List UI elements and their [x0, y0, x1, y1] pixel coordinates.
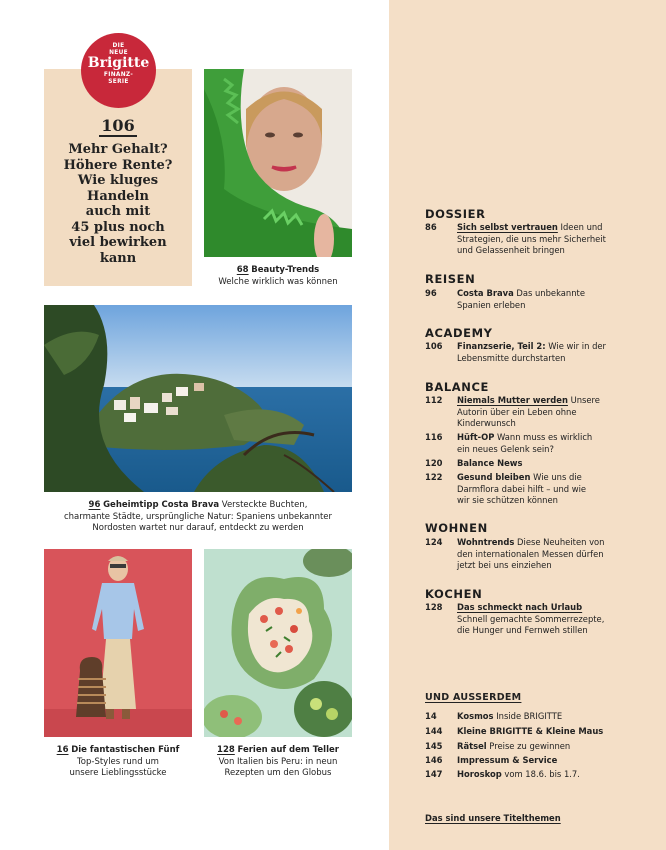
section-title-balance: BALANCE	[425, 380, 490, 394]
costa-brava-title: Geheimtipp Costa Brava	[103, 500, 220, 510]
badge-line-3: FINANZ-	[103, 70, 134, 78]
costa-brava-caption	[40, 500, 356, 535]
food-page-link[interactable]: 128	[217, 745, 235, 755]
finance-series-badge	[81, 33, 156, 108]
teaser-headline: Mehr Gehalt? Höhere Rente? Wie kluges Handeln auch mit 45 plus noch viel bewirken kann	[63, 142, 173, 266]
section-title-reisen: REISEN	[425, 272, 476, 286]
toc-entry-reisen[interactable]: 96 Costa Brava Das unbekannte Spanien erleben	[425, 288, 585, 310]
food-text-2: Rezepten um den Globus	[224, 768, 332, 778]
extras-item[interactable]: 147 Horoskop vom 18.6. bis 1.7.	[425, 769, 580, 779]
cover-topics-note: Das sind unsere Titelthemen	[425, 813, 561, 823]
section-title-academy: ACADEMY	[425, 326, 493, 340]
food-title: Ferien auf dem Teller	[237, 745, 339, 755]
teaser-page-number[interactable]: 106	[101, 116, 135, 135]
extras-item[interactable]: 146 Impressum & Service	[425, 755, 558, 765]
beauty-photo[interactable]	[204, 69, 352, 257]
fashion-text-2: unsere Lieblingsstücke	[69, 768, 167, 778]
fashion-photo[interactable]	[44, 549, 192, 737]
food-caption	[200, 745, 356, 780]
beauty-caption	[200, 265, 356, 288]
badge-line-4: SERIE	[108, 77, 129, 85]
costa-brava-text-3: Nordosten wartet nur darauf, entdeckt zu werden	[92, 523, 304, 533]
extras-title: UND AUSSERDEM	[425, 692, 522, 703]
extras-item[interactable]: 14 Kosmos Inside BRIGITTE	[425, 711, 563, 721]
costa-brava-page-link[interactable]: 96	[88, 500, 101, 510]
toc-entry-balance-116[interactable]: 116 Hüft-OP Wann muss es wirklich ein neues Gelenk sein?	[425, 432, 593, 454]
toc-entry-balance-122[interactable]: 122 Gesund bleiben Wie uns die Darmflora dabei hilft – und wie wir sie schützen können	[425, 472, 587, 505]
section-title-dossier: DOSSIER	[425, 207, 486, 221]
section-title-kochen: KOCHEN	[425, 587, 483, 601]
toc-entry-dossier[interactable]: 86 Sich selbst vertrauen Ideen und Strategien, die uns mehr Sicherheit und Gelassenheit bringen	[425, 222, 606, 255]
costa-brava-text-2: charmante Städte, ursprüngliche Natur: Spaniens unbekannter	[63, 511, 333, 522]
extras-item[interactable]: 145 Rätsel Preise zu gewinnen	[425, 741, 571, 751]
badge-brand-logo: Brigitte	[87, 55, 150, 71]
fashion-page-link[interactable]: 16	[56, 745, 69, 755]
fashion-caption	[40, 745, 196, 780]
fashion-title: Die fantastischen Fünf	[71, 745, 180, 755]
beauty-title: Beauty-Trends	[251, 265, 320, 275]
extras-item[interactable]: 144 Kleine BRIGITTE & Kleine Maus	[425, 726, 604, 736]
toc-entry-kochen[interactable]: 128 Das schmeckt nach Urlaub Schnell gemachte Sommerrezepte, die Hunger und Fernweh stillen	[425, 602, 605, 635]
toc-entry-wohnen[interactable]: 124 Wohntrends Diese Neuheiten von den internationalen Messen dürfen jetzt bei uns einziehen	[425, 537, 605, 570]
fashion-text-1: Top-Styles rund um	[77, 756, 159, 767]
badge-line-2: NEUE	[109, 48, 128, 56]
food-photo[interactable]	[204, 549, 352, 737]
costa-brava-text-1: Versteckte Buchten,	[221, 500, 308, 510]
badge-line-1: DIE	[112, 41, 125, 49]
food-text-1: Von Italien bis Peru: in neun	[218, 756, 338, 767]
toc-entry-balance-120[interactable]: 120 Balance News	[425, 458, 523, 468]
costa-brava-photo[interactable]	[44, 305, 352, 492]
beauty-text: Welche wirklich was können	[218, 276, 338, 287]
toc-entry-academy[interactable]: 106 Finanzserie, Teil 2: Wie wir in der Lebensmitte durchstarten	[425, 341, 607, 363]
toc-entry-balance-112[interactable]: 112 Niemals Mutter werden Unsere Autorin über ein Leben ohne Kinderwunsch	[425, 395, 600, 428]
beauty-page-link[interactable]: 68	[236, 265, 249, 275]
section-title-wohnen: WOHNEN	[425, 521, 488, 535]
